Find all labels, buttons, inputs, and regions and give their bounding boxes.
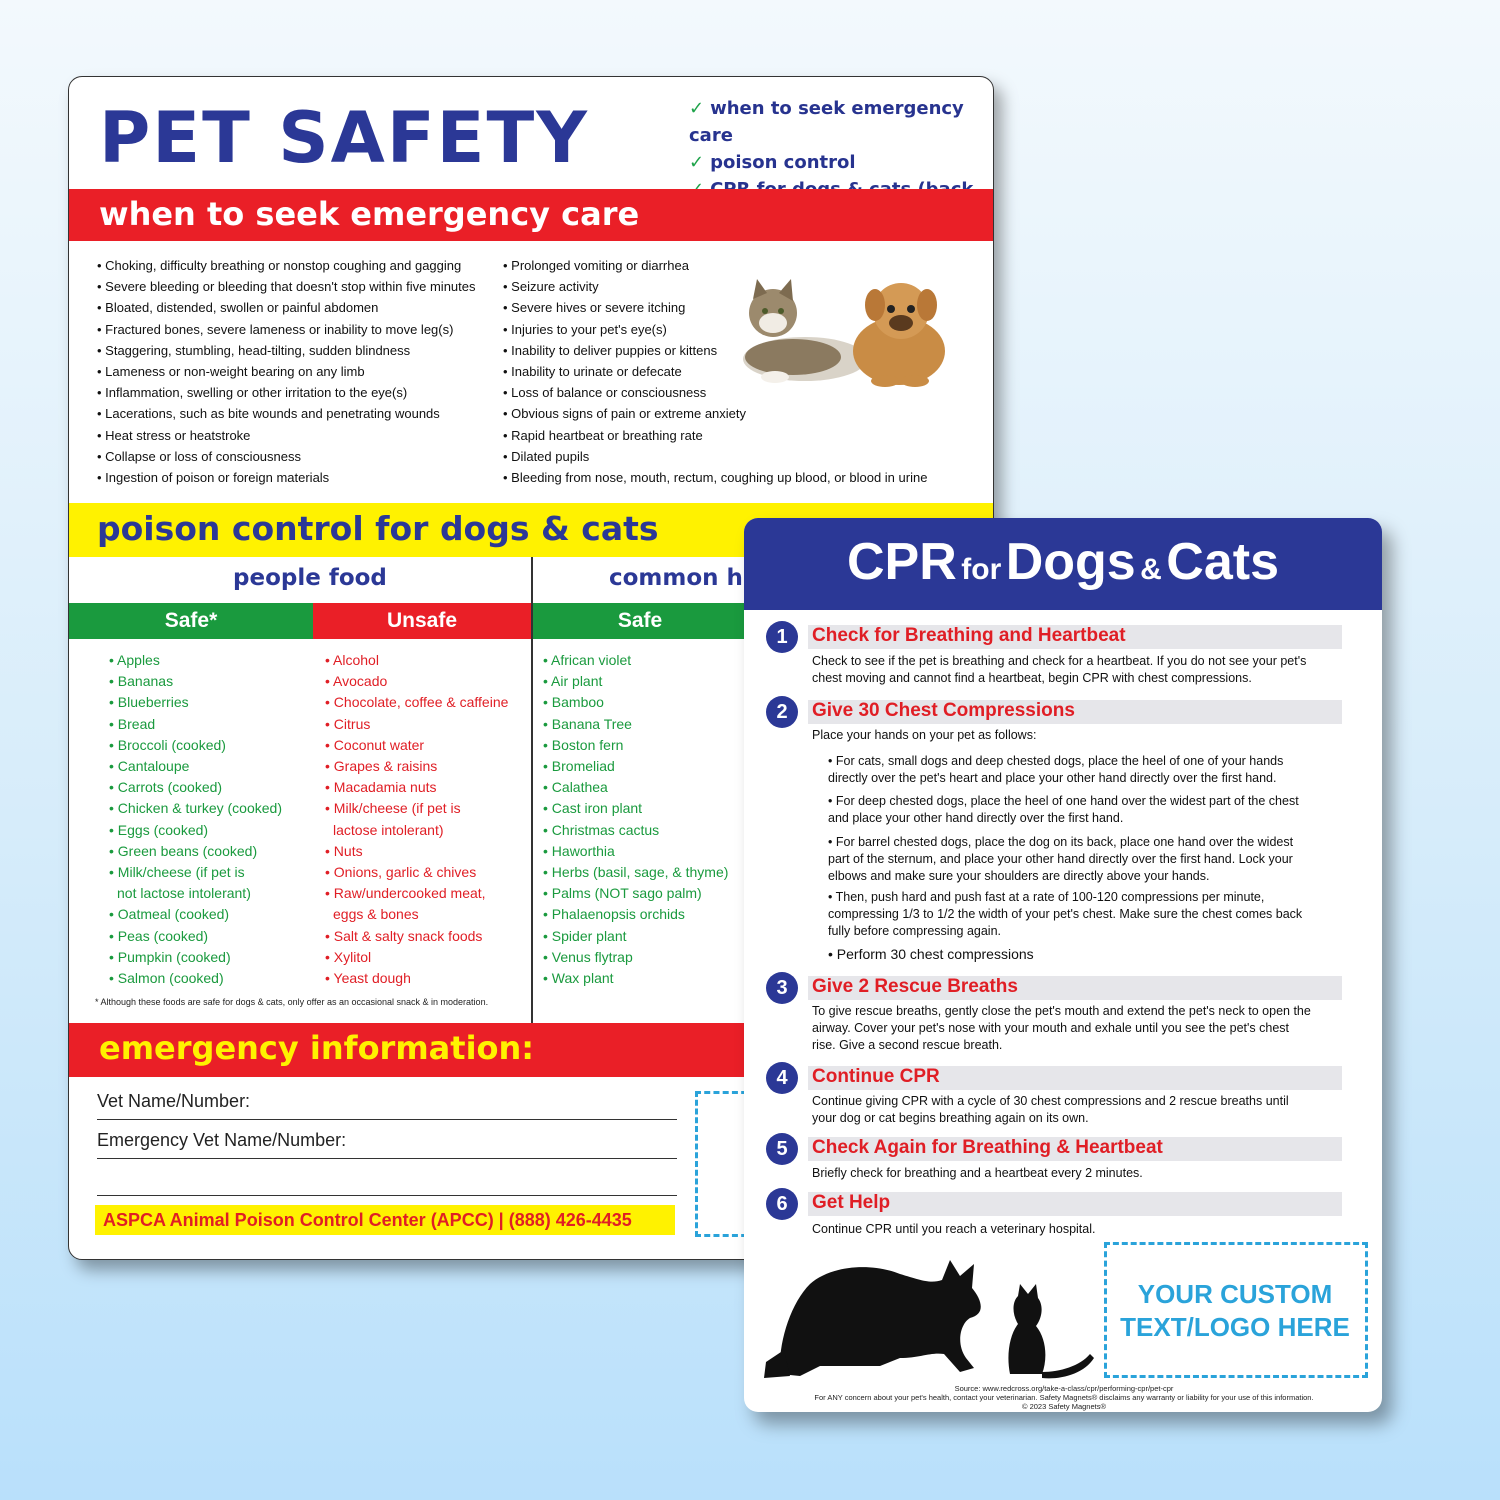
list-item: • Boston fern — [543, 735, 743, 756]
cpr-title: CPR for Dogs & Cats — [847, 533, 1279, 591]
dog-and-cat-silhouette — [760, 1254, 1100, 1384]
people-food-heading: people food — [233, 565, 387, 591]
list-item: • Heat stress or heatstroke — [97, 425, 507, 446]
step-title: Continue CPR — [812, 1066, 940, 1087]
emergency-vet-field[interactable] — [97, 1130, 677, 1159]
list-item: • Seizure activity — [503, 276, 963, 297]
vet-name-field[interactable] — [97, 1091, 677, 1120]
list-item: • Rapid heartbeat or breathing rate — [503, 425, 963, 446]
list-item: • Injuries to your pet's eye(s) — [503, 319, 963, 340]
list-item: • Staggering, stumbling, head-tilting, sudden blindness — [97, 340, 507, 361]
list-item: • Inflammation, swelling or other irritation to the eye(s) — [97, 382, 507, 403]
list-item: • Coconut water — [325, 735, 525, 756]
step-number: 3 — [766, 972, 798, 1004]
list-item: • Air plant — [543, 671, 743, 692]
list-item: • Choking, difficulty breathing or nonstop coughing and gagging — [97, 255, 507, 276]
list-item: • African violet — [543, 650, 743, 671]
list-item: • Loss of balance or consciousness — [503, 382, 963, 403]
safe-plants-header: Safe — [533, 603, 747, 639]
emergency-vet-label: Emergency Vet Name/Number: — [97, 1130, 347, 1150]
list-item: • Raw/undercooked meat, — [325, 883, 525, 904]
section-heading: emergency information: — [99, 1029, 535, 1067]
safe-plants-list — [543, 650, 743, 989]
list-item: • Salt & salty snack foods — [325, 926, 525, 947]
step-text: Check to see if the pet is breathing and check for a heartbeat. If you do not see your pet's chest moving and cannot find a heartbeat, begin CPR with chest compressions. — [812, 654, 1307, 685]
list-item: • Grapes & raisins — [325, 756, 525, 777]
list-item: eggs & bones — [333, 906, 419, 923]
list-item: • Banana Tree — [543, 714, 743, 735]
step-text: Continue CPR until you reach a veterinary hospital. — [812, 1222, 1096, 1236]
checkmark-icon: ✓ — [689, 152, 705, 173]
step-text: Continue giving CPR with a cycle of 30 chest compressions and 2 rescue breaths until your dog or cat begins breathing again on its own. — [812, 1094, 1289, 1125]
list-item: • Chicken & turkey (cooked) — [109, 798, 309, 819]
list-item: • Eggs (cooked) — [109, 820, 309, 841]
list-item: • Collapse or loss of consciousness — [97, 446, 507, 467]
step-number: 1 — [766, 621, 798, 653]
unsafe-foods-header: Unsafe — [313, 603, 531, 639]
fine-print: Source: www.redcross.org/take-a-class/cpr/performing-cpr/pet-cpr For ANY concern about your pet's health, contact your veterinarian. Safety Magnets® disclaims any warranty or liability for your use of this information. © 2023 Safety Magnets® — [814, 1384, 1314, 1411]
list-item: • Calathea — [543, 777, 743, 798]
list-item: • Bloated, distended, swollen or painful abdomen — [97, 297, 507, 318]
list-item: • Prolonged vomiting or diarrhea — [503, 255, 963, 276]
list-item: • Bamboo — [543, 692, 743, 713]
list-item: • Spider plant — [543, 926, 743, 947]
list-item: • Haworthia — [543, 841, 743, 862]
list-item: • Severe bleeding or bleeding that doesn't stop within five minutes — [97, 276, 507, 297]
step-text: To give rescue breaths, gently close the pet's mouth and extend the pet's neck to open the airway. Cover your pet's nose with your mouth and exhale until you see the pet's chest rise. Give a second rescue breath. — [812, 1004, 1311, 1052]
list-item: • Salmon (cooked) — [109, 968, 309, 989]
emergency-care-banner — [69, 189, 993, 241]
safe-foods-list — [109, 650, 309, 989]
list-item: • Inability to deliver puppies or kittens — [503, 340, 963, 361]
step-text: Place your hands on your pet as follows: — [812, 728, 1037, 742]
list-item: • Blueberries — [109, 692, 309, 713]
list-item: • Milk/cheese (if pet is — [325, 798, 525, 819]
list-item: • Obvious signs of pain or extreme anxiety — [503, 403, 963, 424]
custom-logo-text: YOUR CUSTOM TEXT/LOGO HERE — [1120, 1279, 1350, 1342]
step-bullet: • Perform 30 chest compressions — [828, 946, 1034, 962]
list-item: • Dilated pupils — [503, 446, 963, 467]
list-item: • Apples — [109, 650, 309, 671]
list-item: • Cantaloupe — [109, 756, 309, 777]
checklist-item: ✓ when to seek emergency care — [689, 98, 964, 146]
section-heading: when to seek emergency care — [99, 195, 640, 233]
step-bullet: • Then, push hard and push fast at a rate of 100-120 compressions per minute, compressing 1/3 to 1/2 the width of your pet's chest. Make sure the chest comes back fully before compressing again. — [828, 890, 1303, 938]
list-item: • Oatmeal (cooked) — [109, 904, 309, 925]
cat-and-dog-photo — [735, 273, 965, 389]
checkmark-icon: ✓ — [689, 98, 705, 119]
list-item: • Herbs (basil, sage, & thyme) — [543, 862, 743, 883]
list-item: • Xylitol — [325, 947, 525, 968]
step-bullet: • For barrel chested dogs, place the dog on its back, place one hand over the widest part of the sternum, and place your other hand directly over the first hand. Lock your elbows and make sure your shoulders are directly above your hands. — [828, 835, 1294, 883]
safe-foods-header: Safe* — [69, 603, 313, 639]
step-number: 5 — [766, 1133, 798, 1165]
step-title: Give 30 Chest Compressions — [812, 700, 1075, 721]
list-item: • Christmas cactus — [543, 820, 743, 841]
emergency-list-left — [97, 255, 507, 488]
list-item: • Lameness or non-weight bearing on any limb — [97, 361, 507, 382]
step-number: 4 — [766, 1062, 798, 1094]
list-item: • Phalaenopsis orchids — [543, 904, 743, 925]
list-item: • Nuts — [325, 841, 525, 862]
step-text: Briefly check for breathing and a heartbeat every 2 minutes. — [812, 1166, 1143, 1180]
list-item: • Citrus — [325, 714, 525, 735]
list-item: • Inability to urinate or defecate — [503, 361, 963, 382]
list-item: • Lacerations, such as bite wounds and penetrating wounds — [97, 403, 507, 424]
list-item: • Broccoli (cooked) — [109, 735, 309, 756]
list-item: • Yeast dough — [325, 968, 525, 989]
common-household-plants-heading: common h — [609, 565, 743, 591]
step-title: Give 2 Rescue Breaths — [812, 976, 1018, 997]
step-number: 6 — [766, 1188, 798, 1220]
list-item: • Bread — [109, 714, 309, 735]
blank-field[interactable] — [97, 1167, 677, 1196]
list-item: • Alcohol — [325, 650, 525, 671]
list-item: • Bananas — [109, 671, 309, 692]
list-item: • Macadamia nuts — [325, 777, 525, 798]
list-item: • Carrots (cooked) — [109, 777, 309, 798]
step-title: Check Again for Breathing & Heartbeat — [812, 1137, 1163, 1158]
checklist-item: ✓ poison control — [689, 152, 856, 173]
vet-name-label: Vet Name/Number: — [97, 1091, 251, 1111]
step-title: Check for Breathing and Heartbeat — [812, 625, 1126, 646]
list-item: • Onions, garlic & chives — [325, 862, 525, 883]
list-item: • Wax plant — [543, 968, 743, 989]
list-item: • Bromeliad — [543, 756, 743, 777]
step-bullet: • For deep chested dogs, place the heel of one hand over the widest part of the chest and place your other hand directly over the first hand. — [828, 794, 1299, 825]
section-heading: poison control for dogs & cats — [97, 509, 659, 548]
page-title: PET SAFETY — [99, 97, 589, 179]
list-item: • Ingestion of poison or foreign materials — [97, 467, 507, 488]
step-title: Get Help — [812, 1192, 891, 1213]
list-item: • Peas (cooked) — [109, 926, 309, 947]
list-item: • Pumpkin (cooked) — [109, 947, 309, 968]
step-bullet: • For cats, small dogs and deep chested dogs, place the heel of one of your hands directly over the pet's heart and place your other hand directly over the first hand. — [828, 754, 1284, 785]
list-item: • Avocado — [325, 671, 525, 692]
list-item: • Bleeding from nose, mouth, rectum, coughing up blood, or blood in urine — [503, 467, 963, 488]
step-number: 2 — [766, 696, 798, 728]
list-item: • Palms (NOT sago palm) — [543, 883, 743, 904]
cpr-magnet — [744, 518, 1382, 1412]
footnote: * Although these foods are safe for dogs & cats, only offer as an occasional snack & in moderation. — [95, 997, 489, 1007]
list-item: • Milk/cheese (if pet is — [109, 862, 309, 883]
list-item: • Fractured bones, severe lameness or inability to move leg(s) — [97, 319, 507, 340]
list-item: • Venus flytrap — [543, 947, 743, 968]
list-item: lactose intolerant) — [333, 821, 444, 838]
aspca-hotline: ASPCA Animal Poison Control Center (APCC) | (888) 426-4435 — [95, 1205, 675, 1235]
list-item: • Green beans (cooked) — [109, 841, 309, 862]
unsafe-foods-list — [325, 650, 525, 989]
cpr-header — [744, 518, 1382, 610]
list-item: not lactose intolerant) — [117, 885, 251, 902]
list-item: • Cast iron plant — [543, 798, 743, 819]
list-item: • Chocolate, coffee & caffeine — [325, 692, 525, 713]
list-item: • Severe hives or severe itching — [503, 297, 963, 318]
